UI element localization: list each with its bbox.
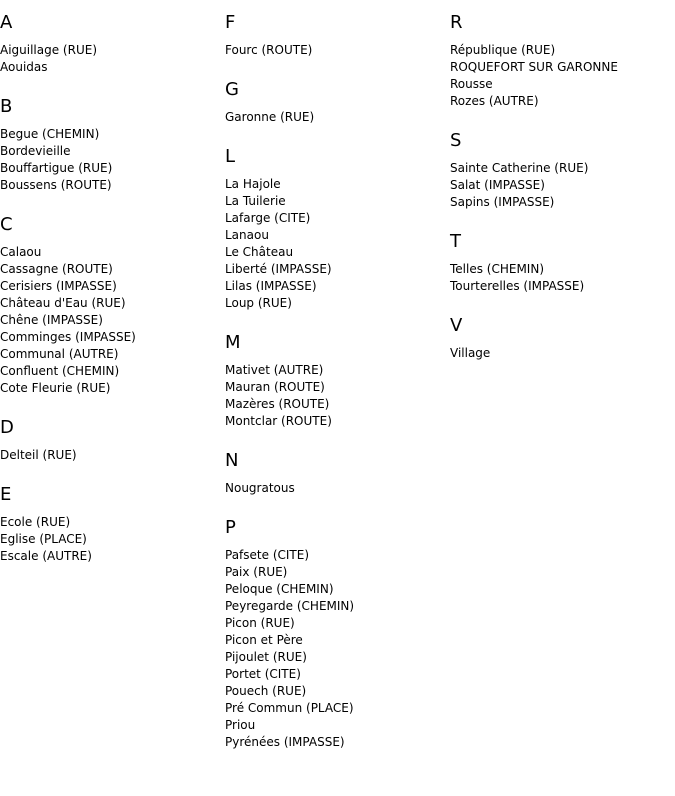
street-link[interactable]: Fourc (ROUTE) — [225, 43, 313, 57]
street-link[interactable]: Lilas (IMPASSE) — [225, 279, 317, 293]
letter-heading: S — [450, 130, 462, 151]
street-link[interactable]: Peyregarde (CHEMIN) — [225, 599, 355, 613]
street-link[interactable]: La Hajole — [225, 177, 281, 191]
letter-group-p — [225, 517, 450, 751]
index-column-2 — [225, 12, 450, 771]
street-link[interactable]: Confluent (CHEMIN) — [0, 364, 120, 378]
letter-heading: M — [225, 332, 241, 353]
letter-heading: T — [450, 231, 461, 252]
street-link[interactable]: Chêne (IMPASSE) — [0, 313, 103, 327]
letter-heading: E — [0, 484, 12, 505]
street-list — [225, 176, 450, 312]
street-list — [0, 244, 225, 397]
street-link[interactable]: Montclar (ROUTE) — [225, 414, 332, 428]
letter-group-a — [0, 12, 225, 76]
letter-group-d — [0, 417, 225, 464]
letter-group-m — [225, 332, 450, 430]
street-link[interactable]: Cassagne (ROUTE) — [0, 262, 113, 276]
street-link[interactable]: Peloque (CHEMIN) — [225, 582, 334, 596]
letter-group-g — [225, 79, 450, 126]
street-link[interactable]: Cerisiers (IMPASSE) — [0, 279, 117, 293]
letter-heading: F — [225, 12, 236, 33]
street-link[interactable]: Boussens (ROUTE) — [0, 178, 112, 192]
street-list — [0, 126, 225, 194]
street-link[interactable]: Picon (RUE) — [225, 616, 295, 630]
letter-heading: N — [225, 450, 239, 471]
letter-group-l — [225, 146, 450, 312]
street-list — [0, 447, 225, 464]
street-link[interactable]: Calaou — [0, 245, 42, 259]
street-link[interactable]: Sainte Catherine (RUE) — [450, 161, 589, 175]
letter-heading: G — [225, 79, 239, 100]
letter-group-c — [0, 214, 225, 397]
street-list — [450, 345, 675, 362]
street-link[interactable]: Liberté (IMPASSE) — [225, 262, 332, 276]
street-link[interactable]: Priou — [225, 718, 256, 732]
letter-group-n — [225, 450, 450, 497]
letter-group-r — [450, 12, 675, 110]
letter-group-v — [450, 315, 675, 362]
index-column-1 — [0, 12, 225, 585]
street-list — [0, 42, 225, 76]
street-link[interactable]: Cote Fleurie (RUE) — [0, 381, 111, 395]
letter-heading: R — [450, 12, 463, 33]
street-link[interactable]: Communal (AUTRE) — [0, 347, 119, 361]
street-link[interactable]: Village — [450, 346, 491, 360]
street-link[interactable]: Picon et Père — [225, 633, 303, 647]
street-link[interactable]: Begue (CHEMIN) — [0, 127, 100, 141]
street-link[interactable]: Nougratous — [225, 481, 295, 495]
letter-heading: L — [225, 146, 236, 167]
street-link[interactable]: Tourterelles (IMPASSE) — [450, 279, 585, 293]
street-link[interactable]: Salat (IMPASSE) — [450, 178, 545, 192]
street-link[interactable]: Pafsete (CITE) — [225, 548, 310, 562]
street-link[interactable]: Delteil (RUE) — [0, 448, 77, 462]
street-list — [450, 261, 675, 295]
street-link[interactable]: Aouidas — [0, 60, 48, 74]
street-list — [0, 514, 225, 565]
letter-group-t — [450, 231, 675, 295]
street-list — [225, 480, 450, 497]
street-link[interactable]: Mativet (AUTRE) — [225, 363, 324, 377]
letter-heading: B — [0, 96, 13, 117]
street-link[interactable]: Loup (RUE) — [225, 296, 292, 310]
letter-group-e — [0, 484, 225, 565]
street-link[interactable]: Bordevieille — [0, 144, 71, 158]
letter-heading: V — [450, 315, 463, 336]
street-link[interactable]: Château d'Eau (RUE) — [0, 296, 126, 310]
street-link[interactable]: Escale (AUTRE) — [0, 549, 92, 563]
street-link[interactable]: Rousse — [450, 77, 493, 91]
street-list — [450, 160, 675, 211]
street-list — [225, 42, 450, 59]
street-link[interactable]: Mauran (ROUTE) — [225, 380, 325, 394]
street-link[interactable]: Rozes (AUTRE) — [450, 94, 539, 108]
street-list — [225, 362, 450, 430]
street-link[interactable]: République (RUE) — [450, 43, 556, 57]
street-list — [450, 42, 675, 110]
letter-group-b — [0, 96, 225, 194]
street-link[interactable]: Sapins (IMPASSE) — [450, 195, 555, 209]
street-link[interactable]: La Tuilerie — [225, 194, 286, 208]
letter-heading: A — [0, 12, 13, 33]
letter-heading: C — [0, 214, 13, 235]
letter-group-f — [225, 12, 450, 59]
street-link[interactable]: Garonne (RUE) — [225, 110, 315, 124]
street-list — [225, 109, 450, 126]
street-link[interactable]: Aiguillage (RUE) — [0, 43, 98, 57]
street-link[interactable]: Telles (CHEMIN) — [450, 262, 545, 276]
letter-heading: D — [0, 417, 14, 438]
street-link[interactable]: Pyrénées (IMPASSE) — [225, 735, 345, 749]
street-link[interactable]: Paix (RUE) — [225, 565, 288, 579]
street-link[interactable]: Bouffartigue (RUE) — [0, 161, 113, 175]
street-link[interactable]: Pijoulet (RUE) — [225, 650, 307, 664]
street-link[interactable]: Pouech (RUE) — [225, 684, 307, 698]
street-link[interactable]: Le Château — [225, 245, 294, 259]
street-link[interactable]: Lafarge (CITE) — [225, 211, 311, 225]
street-link[interactable]: Eglise (PLACE) — [0, 532, 87, 546]
letter-group-s — [450, 130, 675, 211]
street-link[interactable]: ROQUEFORT SUR GARONNE — [450, 60, 618, 74]
street-list — [225, 547, 450, 751]
letter-heading: P — [225, 517, 236, 538]
street-link[interactable]: Comminges (IMPASSE) — [0, 330, 136, 344]
street-link[interactable]: Ecole (RUE) — [0, 515, 71, 529]
street-link[interactable]: Lanaou — [225, 228, 269, 242]
street-link[interactable]: Portet (CITE) — [225, 667, 301, 681]
street-link[interactable]: Mazères (ROUTE) — [225, 397, 330, 411]
street-link[interactable]: Pré Commun (PLACE) — [225, 701, 354, 715]
index-column-3 — [450, 12, 675, 382]
